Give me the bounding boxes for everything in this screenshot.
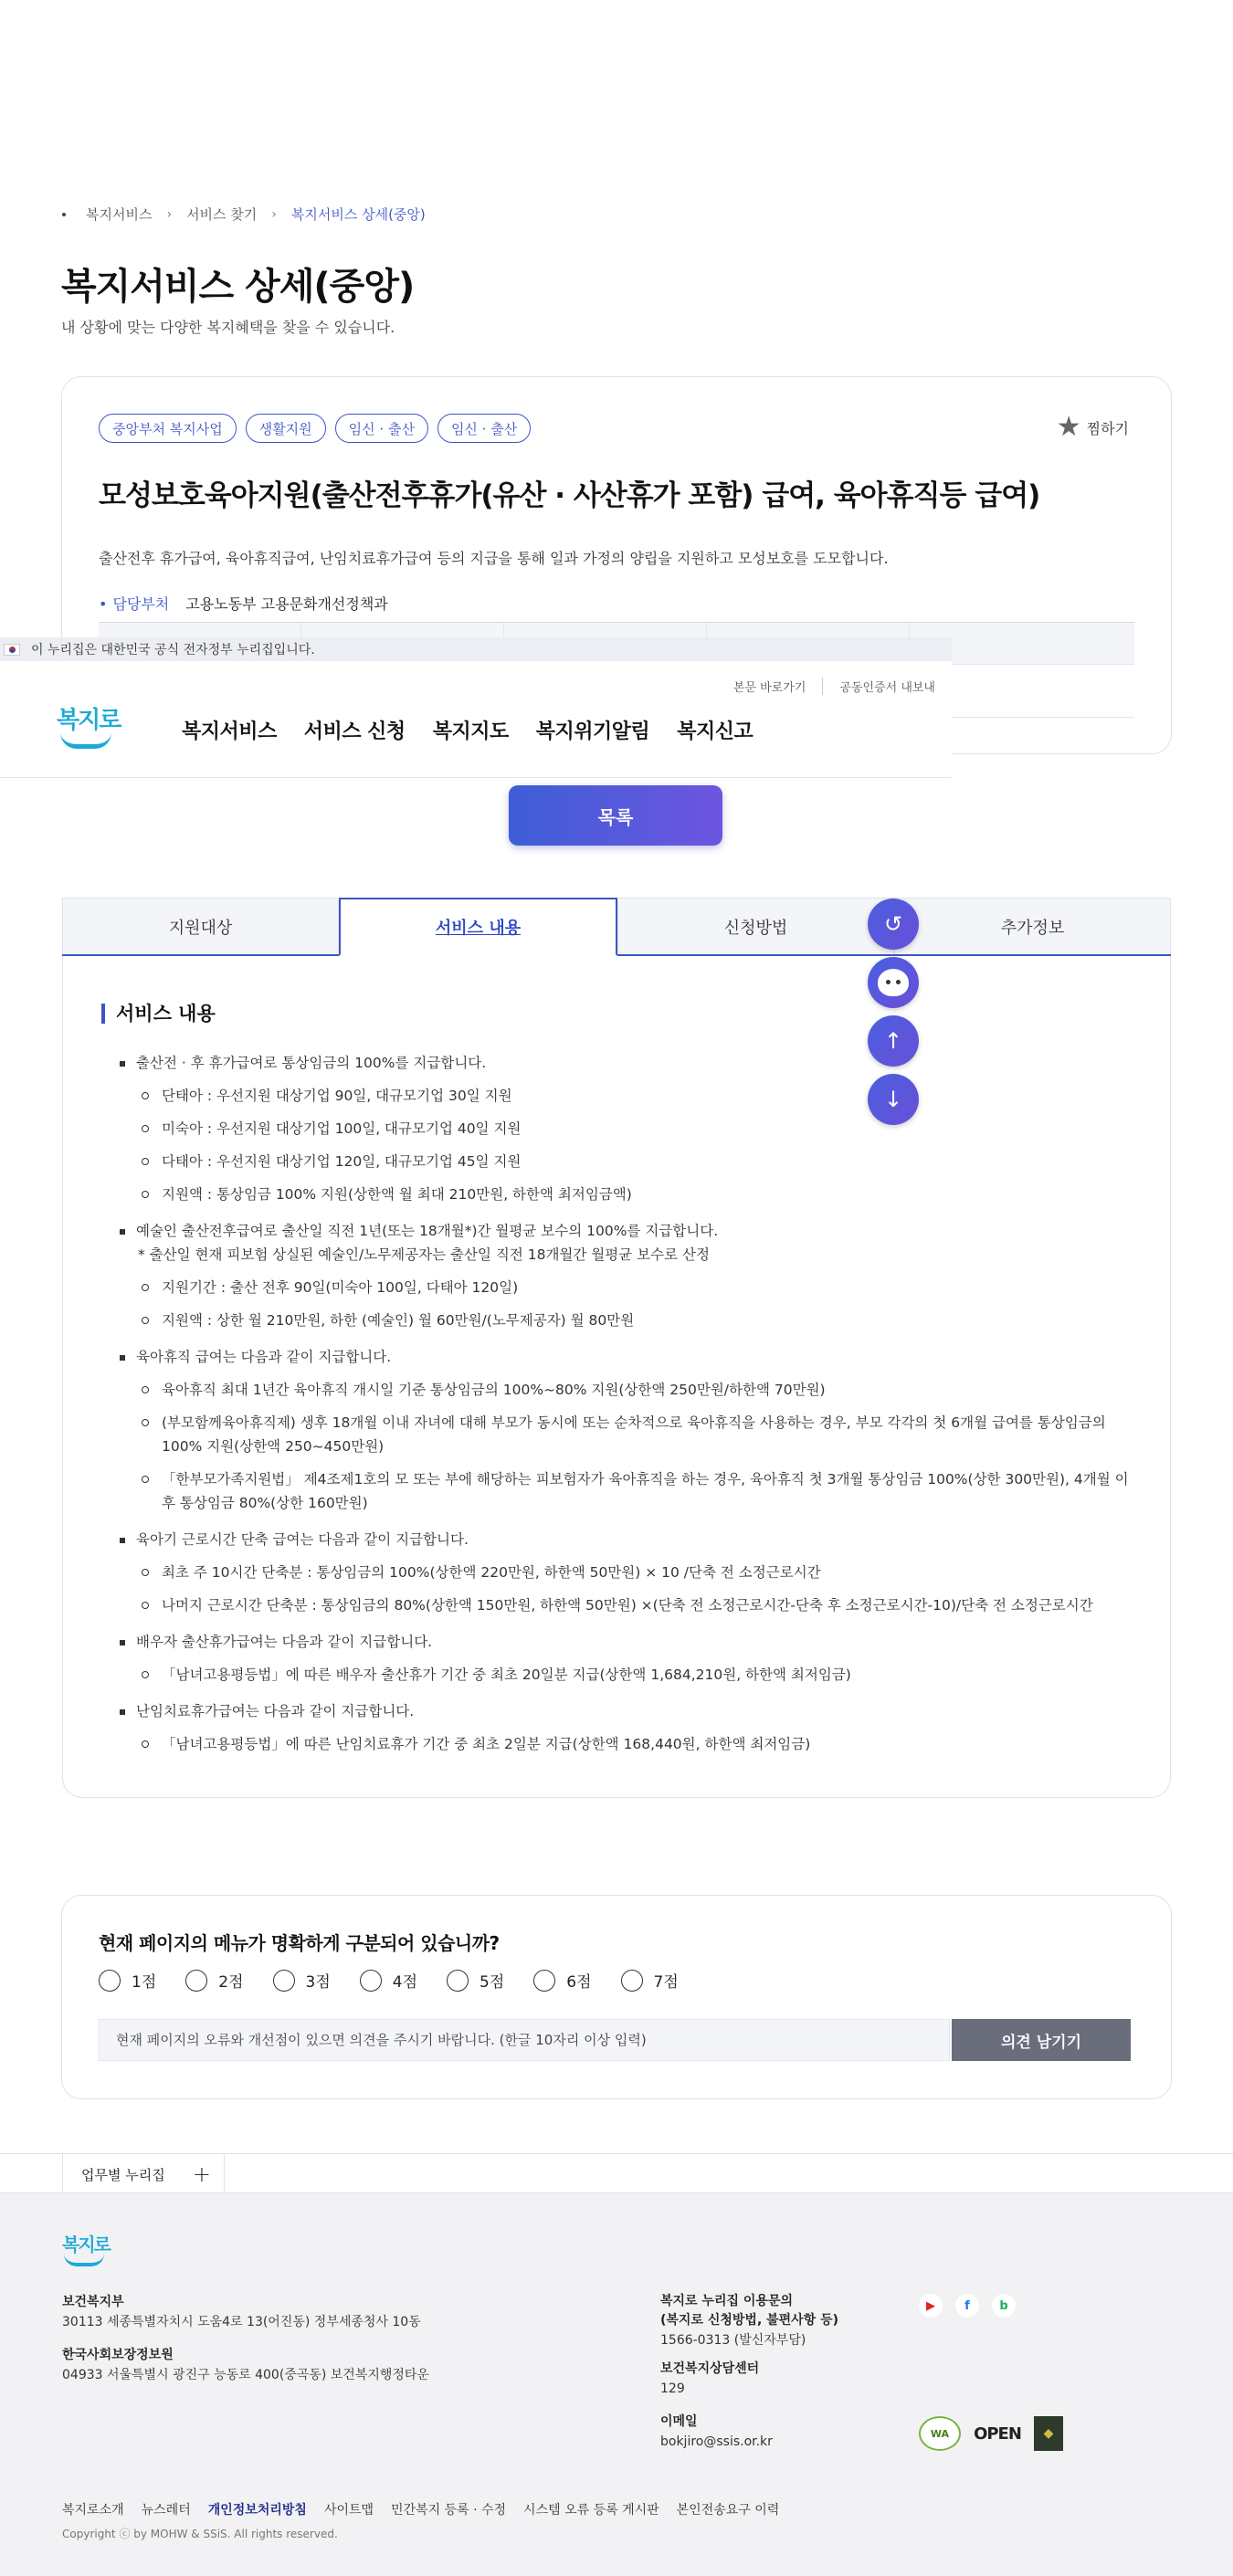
korean-flag-icon — [4, 644, 20, 656]
footer-logo — [62, 2230, 111, 2272]
work-site-bar — [0, 2153, 1233, 2193]
radio-button[interactable] — [360, 1970, 382, 1992]
tab-how-to-apply[interactable]: 신청방법 — [617, 898, 894, 954]
contact-label: 복지로 누리집 이용문의 — [660, 2294, 793, 2308]
bookmark-label: 찜하기 — [1086, 419, 1129, 437]
footer-contact — [660, 2360, 759, 2399]
work-site-label: 업무별 누리집 — [81, 2166, 165, 2183]
content-subitem: 「남녀고용평등법」에 따른 배우자 출산휴가 기간 중 최초 20일분 지급(상한액 1,684,210원, 하한액 최저임금) — [120, 1663, 1133, 1687]
tab-service-content[interactable]: 서비스 내용 — [339, 898, 617, 956]
footer-link[interactable]: 뉴스레터 — [141, 2503, 191, 2518]
content-subitem: 미숙아 : 우선지원 대상기업 100일, 대규모기업 40일 지원 — [120, 1117, 1133, 1141]
tag[interactable]: 임신 · 출산 — [437, 414, 531, 443]
copyright: Copyright ⓒ by MOHW & SSiS. All rights reserved. — [62, 2528, 338, 2540]
radio-button[interactable] — [533, 1970, 555, 1992]
tag[interactable]: 임신 · 출산 — [335, 414, 428, 443]
tag[interactable]: 중앙부처 복지사업 — [99, 414, 237, 443]
org-address: 30113 세종특별자치시 도움4로 13(어진동) 정부세종청사 10동 — [62, 2315, 421, 2329]
org-address: 04933 서울특별시 광진구 능동로 400(중곡동) 보건복지행정타운 — [62, 2368, 429, 2382]
service-title: 모성보호육아지원(출산전후휴가(유산 · 사산휴가 포함) 급여, 육아휴직등 급여) — [99, 479, 1040, 512]
list-button[interactable]: 목록 — [509, 785, 722, 846]
org-name: 한국사회보장정보원 — [62, 2348, 174, 2362]
scroll-top-button[interactable] — [868, 1015, 919, 1067]
certification-seal-icon[interactable]: ◆ — [1034, 2416, 1063, 2451]
satisfaction-survey — [61, 1895, 1172, 2099]
web-accessibility-mark[interactable]: WA — [919, 2416, 961, 2451]
org-name: 보건복지부 — [62, 2295, 124, 2309]
rating-label: 1점 — [132, 1973, 157, 1992]
footer-org — [62, 2345, 429, 2385]
work-site-select[interactable] — [62, 2154, 225, 2194]
service-content-panel — [62, 956, 1171, 1798]
breadcrumb-current — [291, 205, 426, 224]
contact-value: 1566-0313 (발신자부담) — [660, 2333, 806, 2348]
rating-option[interactable] — [447, 1969, 504, 1992]
content-item: 난임치료휴가급여는 다음과 같이 지급합니다. — [120, 1699, 1133, 1723]
certification-marks — [919, 2416, 1063, 2451]
logo-smile-icon — [64, 2254, 104, 2266]
page-subtitle: 내 상황에 맞는 다양한 복지혜택을 찾을 수 있습니다. — [61, 319, 395, 336]
content-subitem: 「한부모가족지원법」 제4조제1호의 모 또는 부에 해당하는 피보험자가 육아휴직을 하는 경우, 육아휴직 첫 3개월 통상임금 100%(상한 300만원), 4개월 이후 통상임금 80%(상한 160만원) — [120, 1467, 1133, 1515]
radio-button[interactable] — [185, 1970, 207, 1992]
radio-button[interactable] — [447, 1970, 469, 1992]
footer-logo-text: 복지로 — [62, 2234, 110, 2255]
footer-link[interactable]: 복지로소개 — [62, 2503, 124, 2518]
submit-opinion-button[interactable]: 의견 남기기 — [952, 2019, 1131, 2061]
rating-option[interactable] — [360, 1969, 417, 1992]
radio-button[interactable] — [273, 1970, 295, 1992]
breadcrumb-item[interactable] — [86, 205, 152, 224]
breadcrumb — [62, 205, 426, 224]
contact-value: 129 — [660, 2381, 685, 2396]
rating-option[interactable] — [533, 1969, 591, 1992]
content-subitem: (부모함께육아휴직제) 생후 18개월 이내 자녀에 대해 부모가 동시에 또는 순차적으로 육아휴직을 사용하는 경우, 부모 각각의 첫 6개월 급여를 통상임금의 100% 지원(상한액 250~450만원) — [120, 1411, 1133, 1458]
site-logo[interactable] — [57, 701, 121, 756]
footer-contact — [660, 2292, 838, 2350]
content-subitem: 단태아 : 우선지원 대상기업 90일, 대규모기업 30일 지원 — [120, 1084, 1133, 1108]
footer-links — [62, 2500, 779, 2518]
service-content-list — [120, 1042, 1133, 1756]
rating-label: 5점 — [480, 1973, 505, 1992]
footer-contact — [660, 2413, 773, 2452]
rating-option[interactable] — [621, 1969, 679, 1992]
contact-label: 보건복지상담센터 — [660, 2361, 760, 2376]
tab-eligibility[interactable]: 지원대상 — [62, 898, 339, 954]
gov-notice-bar — [0, 637, 952, 661]
nav-welfare-service[interactable]: 복지서비스 — [182, 720, 277, 743]
department-info — [99, 593, 388, 614]
home-dot-icon — [62, 213, 66, 216]
section-title: 서비스 내용 — [101, 1004, 216, 1024]
rating-label: 2점 — [218, 1973, 244, 1992]
open-license-mark[interactable]: OPEN — [974, 2424, 1021, 2444]
survey-question: 현재 페이지의 메뉴가 명확하게 구분되어 있습니까? — [99, 1932, 500, 1954]
facebook-icon[interactable]: f — [955, 2294, 979, 2318]
nav-welfare-report[interactable]: 복지신고 — [677, 720, 754, 743]
page-title: 복지서비스 상세(중앙) — [61, 266, 415, 308]
content-subitem: 「남녀고용평등법」에 따른 난임치료휴가 기간 중 최초 2일분 지급(상한액 168,440원, 하한액 최저임금) — [120, 1732, 1133, 1756]
rating-label: 3점 — [305, 1973, 331, 1992]
history-icon: ↺ — [883, 911, 903, 937]
arrow-down-icon: ↓ — [883, 1087, 903, 1112]
footer — [0, 2193, 1233, 2576]
mascot-icon — [878, 969, 909, 996]
footer-link[interactable]: 시스템 오류 등록 게시판 — [523, 2503, 659, 2518]
plus-icon: + — [192, 2161, 211, 2187]
tab-additional-info[interactable]: 추가정보 — [894, 898, 1171, 954]
utility-links — [717, 678, 952, 695]
content-note: * 출산일 현재 피보험 상실된 예술인/노무제공자는 출산일 직전 18개월간 월평균 보수로 산정 — [138, 1246, 710, 1263]
content-subitem: 육아휴직 최대 1년간 육아휴직 개시일 기준 통상임금의 100%~80% 지원(상한액 250만원/하한액 70만원) — [120, 1378, 1133, 1402]
tag[interactable]: 생활지원 — [246, 414, 326, 443]
detail-tabs — [62, 898, 1171, 956]
contact-label: 이메일 — [660, 2414, 698, 2429]
logo-text: 복지로 — [57, 707, 121, 734]
rating-label: 6점 — [566, 1973, 592, 1992]
contact-value[interactable]: bokjiro@ssis.or.kr — [660, 2434, 773, 2449]
content-item: 배우자 출산휴가급여는 다음과 같이 지급합니다. — [120, 1630, 1133, 1654]
radio-button[interactable] — [621, 1970, 643, 1992]
site-header — [0, 661, 952, 778]
footer-link[interactable]: 민간복지 등록 · 수정 — [391, 2503, 507, 2518]
content-item: 예술인 출산전후급여로 출산일 직전 1년(또는 18개월*)간 월평균 보수의 100%를 지급합니다. — [120, 1219, 1133, 1243]
footer-link[interactable]: 본인전송요구 이력 — [676, 2503, 780, 2518]
breadcrumb-label[interactable]: 복지서비스 — [86, 206, 153, 223]
content-subitem: 지원기간 : 출산 전후 90일(미숙아 100일, 다태아 120일) — [120, 1276, 1133, 1299]
content-subitem: 지원액 : 통상임금 100% 지원(상한액 월 최대 210만원, 하한액 최저임금액) — [120, 1183, 1133, 1206]
tag-list — [99, 414, 531, 443]
content-subitem: 다태아 : 우선지원 대상기업 120일, 대규모기업 45일 지원 — [120, 1150, 1133, 1173]
chevron-right-icon: › — [166, 206, 173, 222]
gov-notice-text: 이 누리집은 대한민국 공식 전자정부 누리집입니다. — [31, 643, 315, 657]
rating-option[interactable] — [273, 1969, 331, 1992]
rating-label: 4점 — [392, 1973, 417, 1992]
certificate-export-link[interactable]: 공동인증서 내보내 — [822, 678, 952, 695]
main-nav — [182, 716, 753, 744]
sns-links — [919, 2294, 1016, 2318]
bookmark-button[interactable] — [1056, 411, 1129, 443]
blog-icon[interactable]: b — [992, 2294, 1016, 2318]
scroll-bottom-button[interactable] — [868, 1074, 919, 1125]
content-subitem: 나머지 근로시간 단축분 : 통상임금의 80%(상한액 150만원, 하한액 50만원) ×(단축 전 소정근로시간-단축 후 소정근로시간-10)/단축 전 소정근로시간 — [120, 1593, 1133, 1617]
rating-option[interactable] — [99, 1969, 156, 1992]
footer-link[interactable]: 개인정보처리방침 — [207, 2503, 307, 2518]
opinion-input[interactable] — [99, 2019, 950, 2061]
footer-org — [62, 2292, 421, 2332]
nav-service-apply[interactable]: 서비스 신청 — [303, 720, 406, 743]
skip-to-content-link[interactable]: 본문 바로가기 — [732, 681, 806, 695]
logo-smile-icon — [60, 732, 111, 749]
radio-button[interactable] — [99, 1970, 121, 1992]
content-item: 출산전 · 후 휴가급여로 통상임금의 100%를 지급합니다. — [120, 1051, 1133, 1075]
youtube-icon[interactable]: ▶ — [919, 2294, 943, 2318]
chevron-right-icon: › — [271, 206, 277, 222]
department-label: • 담당부처 — [99, 593, 169, 614]
content-subitem: 지원액 : 상한 월 210만원, 하한 (예술인) 월 60만원/(노무제공자) 월 80만원 — [120, 1309, 1133, 1332]
department-value: 고용노동부 고용문화개선정책과 — [185, 595, 388, 613]
breadcrumb-label[interactable]: 서비스 찾기 — [186, 206, 258, 223]
contact-label-detail: (복지로 신청방법, 불편사항 등) — [660, 2313, 839, 2328]
content-item: 육아기 근로시간 단축 급여는 다음과 같이 지급합니다. — [120, 1528, 1133, 1551]
service-description: 출산전후 휴가급여, 육아휴직급여, 난임치료휴가급여 등의 지급을 통해 일과 가정의 양립을 지원하고 모성보호를 도모합니다. — [99, 550, 889, 567]
footer-link[interactable]: 사이트맵 — [323, 2503, 374, 2518]
chatbot-button[interactable] — [868, 957, 919, 1008]
rating-options — [99, 1969, 679, 1992]
rating-label: 7점 — [653, 1973, 679, 1992]
star-icon: ★ — [1056, 411, 1081, 443]
breadcrumb-label: 복지서비스 상세(중앙) — [290, 206, 426, 223]
nav-welfare-map[interactable]: 복지지도 — [432, 720, 509, 743]
content-item: 육아휴직 급여는 다음과 같이 지급합니다. — [120, 1345, 1133, 1369]
arrow-up-icon: ↑ — [883, 1028, 903, 1054]
recent-history-button[interactable] — [868, 899, 919, 950]
nav-crisis-alert[interactable]: 복지위기알림 — [535, 720, 650, 743]
content-subitem: 최초 주 10시간 단축분 : 통상임금의 100%(상한액 220만원, 하한액 50만원) × 10 /단축 전 소정근로시간 — [120, 1561, 1133, 1584]
breadcrumb-item[interactable] — [186, 205, 257, 224]
rating-option[interactable] — [185, 1969, 243, 1992]
